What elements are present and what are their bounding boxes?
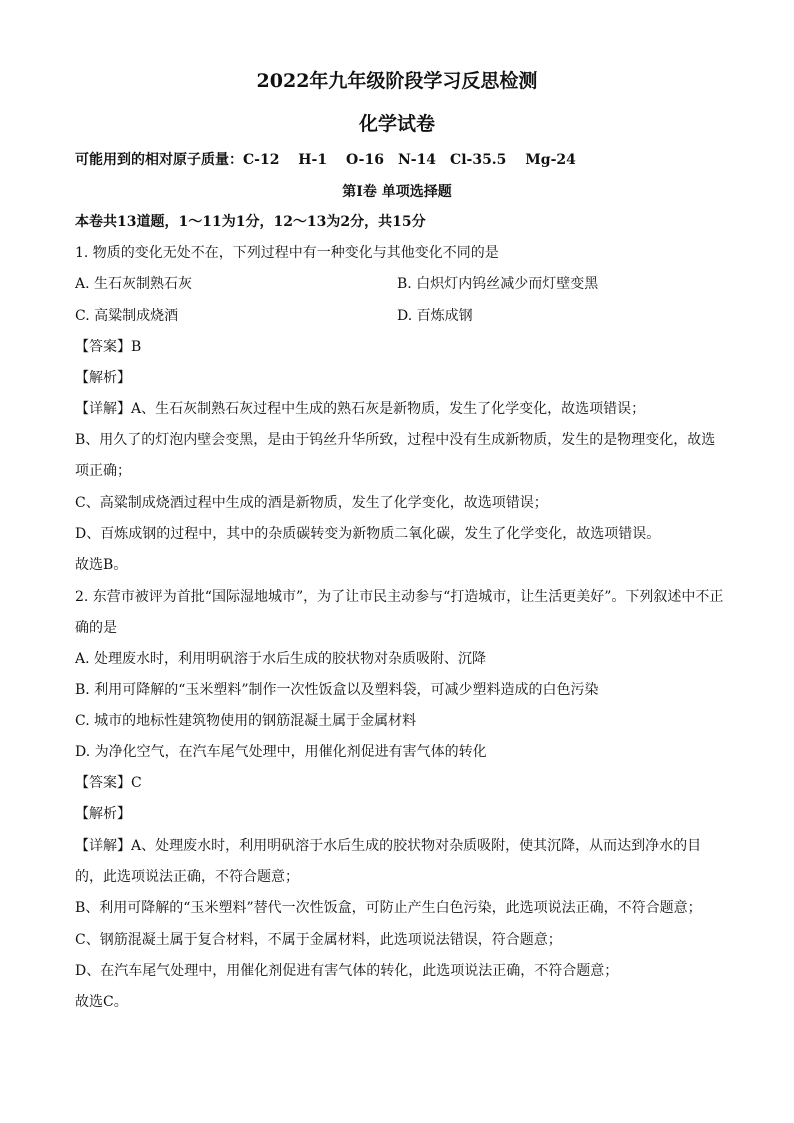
q1-stem: 1. 物质的变化无处不在，下列过程中有一种变化与其他变化不同的是: [75, 245, 499, 261]
q2-detail-line: 【详解】A、处理废水时，利用明矾溶于水后生成的胶状物对杂质吸附，使其沉降，从而达到净水的目: [75, 838, 702, 854]
atomic-masses-line: 可能用到的相对原子质量：C-12 H-1 O-16 N-14 Cl-35.5 Mg-24: [75, 152, 576, 168]
q1-conclusion: 故选B。: [75, 557, 128, 573]
q1-detail-line: 【详解】A、生石灰制熟石灰过程中生成的熟石灰是新物质，发生了化学变化，故选项错误；: [75, 401, 646, 417]
q2-option-a: A. 处理废水时，利用明矾溶于水后生成的胶状物对杂质吸附、沉降: [75, 651, 487, 667]
q1-detail-line: C、高粱制成烧酒过程中生成的酒是新物质，发生了化学变化，故选项错误；: [75, 495, 548, 511]
exam-title: 2022年九年级阶段学习反思检测: [256, 70, 538, 92]
q2-detail-line: D、在汽车尾气处理中，用催化剂促进有害气体的转化，此选项说法正确，不符合题意；: [75, 963, 619, 979]
section-title: 第Ⅰ卷 单项选择题: [342, 184, 452, 200]
q1-option-d: D. 百炼成钢: [397, 308, 473, 324]
q2-conclusion: 故选C。: [75, 994, 128, 1010]
q2-analysis-label: 【解析】: [75, 806, 131, 822]
q1-detail-line: 项正确；: [75, 463, 131, 479]
q2-detail-line: B、利用可降解的“玉米塑料”替代一次性饭盒，可防止产生白色污染，此选项说法正确，不符合题意；: [75, 900, 702, 916]
q2-stem-line: 2. 东营市被评为首批“国际湿地城市”，为了让市民主动参与“打造城市，让生活更美好”。下列叙述中不正: [75, 589, 724, 605]
q2-answer: 【答案】C: [75, 775, 142, 791]
q1-option-c: C. 高粱制成烧酒: [75, 308, 179, 324]
q1-answer: 【答案】B: [75, 339, 142, 355]
q1-option-b: B. 白炽灯内钨丝减少而灯壁变黑: [397, 276, 599, 292]
q2-option-d: D. 为净化空气，在汽车尾气处理中，用催化剂促进有害气体的转化: [75, 744, 487, 760]
q2-detail-line: 的，此选项说法正确，不符合题意；: [75, 869, 299, 885]
q1-detail-line: D、百炼成钢的过程中，其中的杂质碳转变为新物质二氧化碳，发生了化学变化，故选项错误。: [75, 526, 661, 542]
q1-analysis-label: 【解析】: [75, 370, 131, 386]
q2-option-b: B. 利用可降解的“玉米塑料”制作一次性饭盒以及塑料袋，可减少塑料造成的白色污染: [75, 682, 599, 698]
exam-subtitle: 化学试卷: [358, 113, 435, 135]
q1-detail-line: B、用久了的灯泡内壁会变黑，是由于钨丝升华所致，过程中没有生成新物质，发生的是物理变化，故选: [75, 432, 716, 448]
q2-stem-line: 确的是: [75, 620, 117, 636]
q2-option-c: C. 城市的地标性建筑物使用的钢筋混凝土属于金属材料: [75, 713, 417, 729]
q1-option-a: A. 生石灰制熟石灰: [75, 276, 193, 292]
section-instructions: 本卷共13道题，1～11为1分，12～13为2分，共15分: [75, 214, 426, 230]
q2-detail-line: C、钢筋混凝土属于复合材料，不属于金属材料，此选项说法错误，符合题意；: [75, 932, 562, 948]
